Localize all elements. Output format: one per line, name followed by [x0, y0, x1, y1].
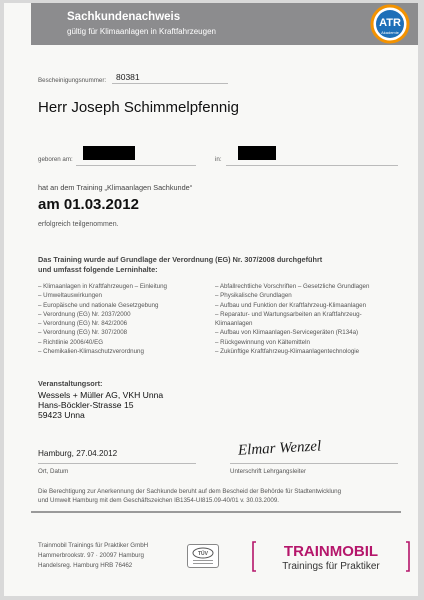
venue-line-2: Hans-Böckler-Strasse 15 — [38, 400, 134, 410]
header-banner — [31, 3, 418, 45]
training-line: hat an dem Training „Klimaanlagen Sachkunde“ — [38, 183, 193, 192]
tuv-logo — [188, 545, 218, 567]
recipient-name: Herr Joseph Schimmelpfennig — [38, 99, 239, 116]
list-item: – Verordnung (EG) Nr. 2037/2000 — [38, 310, 131, 318]
footer-company: Trainmobil Trainings für Praktiker GmbH — [38, 542, 149, 549]
signature-underline — [230, 463, 398, 464]
basis-line-1: Das Training wurde auf Grundlage der Verordnung (EG) Nr. 307/2008 durchgeführt — [38, 255, 323, 264]
list-item: – Reparatur- und Wartungsarbeiten an Kraftfahrzeug- — [215, 310, 362, 318]
notice-line-1: Die Berechtigung zur Anerkennung der Sachkunde beruht auf dem Bescheid der Behörde für Stadtentwicklung — [38, 488, 342, 495]
certificate-number: 80381 — [116, 72, 140, 82]
list-item: – Umweltauswirkungen — [38, 292, 102, 300]
place-date-underline — [38, 463, 196, 464]
venue-label: Veranstaltungsort: — [38, 379, 103, 388]
logo-text: ATR — [379, 17, 401, 29]
place-date-label: Ort, Datum — [38, 468, 69, 475]
atr-academy-logo — [366, 4, 414, 44]
list-item: – Abfallrechtliche Vorschriften – Gesetzliche Grundlagen — [215, 283, 370, 290]
certificate-subtitle: gültig für Klimaanlagen in Kraftfahrzeugen — [67, 27, 216, 36]
venue-line-1: Wessels + Müller AG, VKH Unna — [38, 390, 164, 400]
birthplace-underline — [226, 165, 398, 166]
signature-text: Elmar Wenzel — [237, 438, 322, 459]
born-label: geboren am: — [38, 156, 73, 163]
list-item: – Zukünftige Kraftfahrzeug-Klimaanlagentechnologie — [215, 348, 360, 356]
redacted-birthplace — [238, 146, 276, 160]
birthplace-label: in: — [215, 156, 222, 163]
number-underline — [112, 83, 228, 84]
result-text: erfolgreich teilgenommen. — [38, 221, 119, 228]
tuv-label: TÜV — [198, 551, 208, 557]
list-item: – Europäische und nationale Gesetzgebung — [38, 301, 159, 309]
list-item: – Rückgewinnung von Kältemitteln — [215, 338, 310, 346]
list-item: – Richtlinie 2006/40/EG — [38, 338, 104, 346]
footer-divider — [31, 511, 401, 513]
notice-line-2: und Umwelt Hamburg mit dem Geschäftszeichen IB1354-UI815.09-40/01 v. 30.03.2009. — [38, 497, 279, 504]
basis-line-2: und umfasst folgende Lerninhalte: — [38, 265, 158, 274]
list-item: – Physikalische Grundlagen — [215, 292, 292, 300]
training-date: am 01.03.2012 — [38, 196, 139, 213]
birthdate-underline — [76, 165, 196, 166]
trainmobil-logo — [252, 540, 410, 573]
brand-name: TRAINMOBIL — [283, 543, 379, 560]
list-item: – Aufbau und Funktion der Kraftfahrzeug-Klimaanlagen — [215, 301, 367, 309]
place-date: Hamburg, 27.04.2012 — [38, 449, 118, 458]
list-item: – Chemikalien-Klimaschutzverordnung — [38, 348, 144, 356]
footer-register: Handelsreg. Hamburg HRB 76462 — [38, 562, 133, 569]
brand-tagline: Trainings für Praktiker — [282, 561, 380, 572]
list-item: Klimaanlagen — [215, 320, 253, 328]
list-item: – Klimaanlagen in Kraftfahrzeugen – Einleitung — [38, 283, 167, 290]
tuv-badge — [187, 544, 219, 568]
signature — [230, 428, 360, 462]
certificate-number-label: Bescheinigungsnummer: — [38, 77, 107, 84]
list-item: – Verordnung (EG) Nr. 842/2006 — [38, 320, 128, 328]
list-item: – Verordnung (EG) Nr. 307/2008 — [38, 329, 128, 337]
trainmobil-logo-graphic — [252, 540, 410, 573]
certificate-title: Sachkundenachweis — [67, 11, 181, 23]
redacted-birthdate — [83, 146, 135, 160]
logo-subtext: Akademie — [381, 30, 399, 35]
contents-list-right — [215, 282, 369, 356]
contents-list-left — [38, 282, 167, 356]
list-item: – Aufbau von Klimaanlagen-Servicegeräten (R134a) — [215, 329, 359, 337]
footer-address: Hammerbrookstr. 97 · 20097 Hamburg — [38, 552, 144, 559]
venue-line-3: 59423 Unna — [38, 410, 85, 420]
certificate-page — [4, 3, 418, 596]
signature-label: Unterschrift Lehrgangsleiter — [230, 468, 307, 475]
